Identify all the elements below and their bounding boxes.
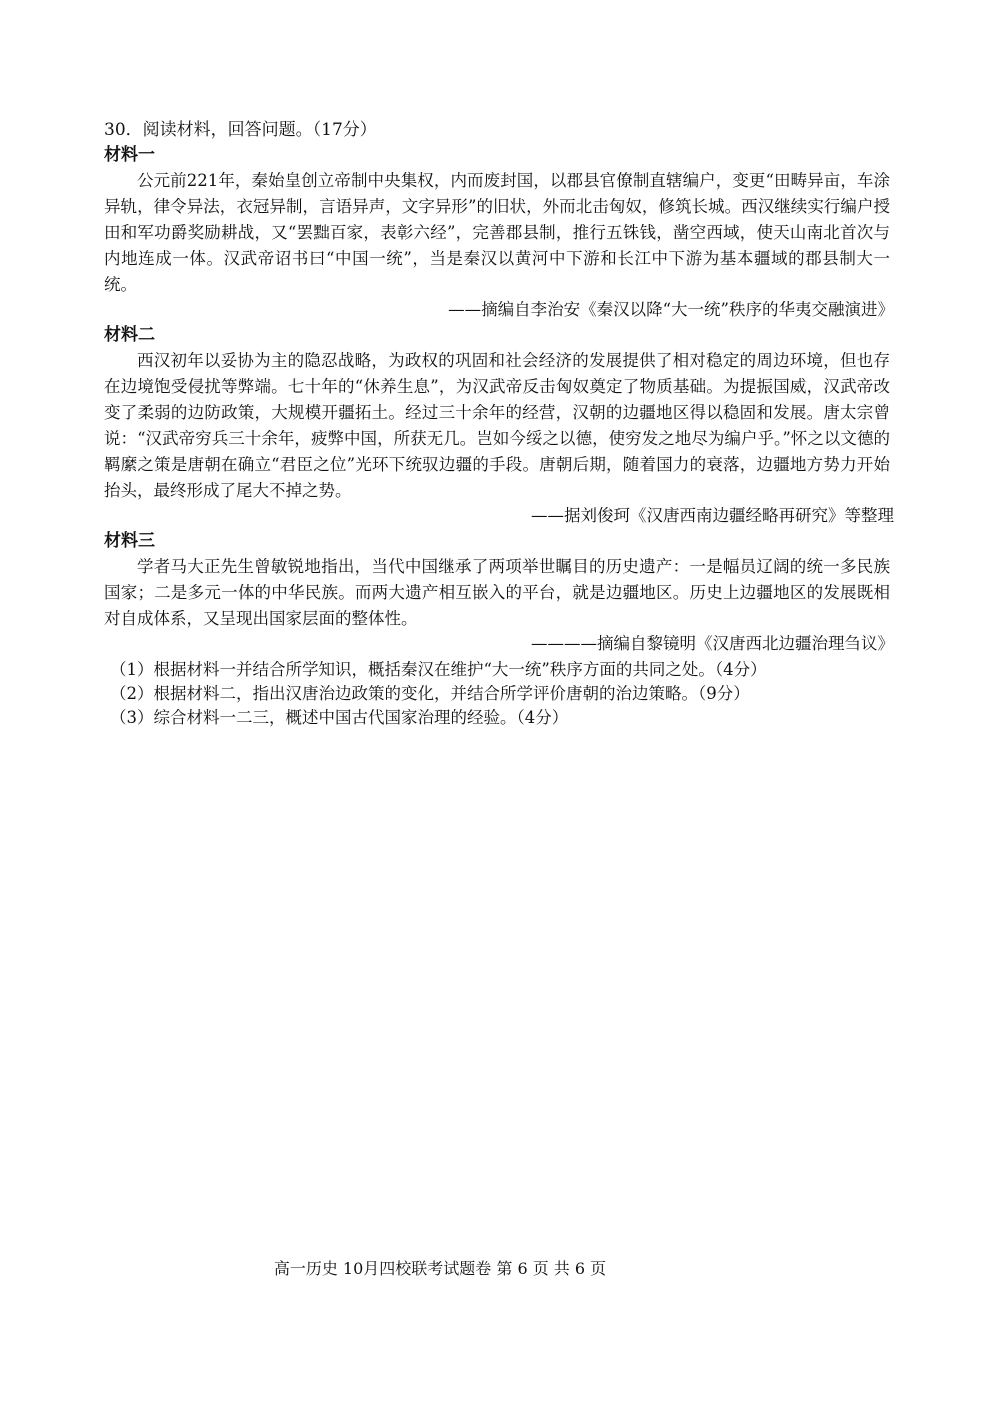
material-one xyxy=(104,144,894,322)
sub-question-list xyxy=(110,658,890,730)
material-text: 西汉初年以妥协为主的隐忍战略，为政权的巩固和社会经济的发展提供了相对稳定的周边环境，但也存在边境饱受侵扰等弊端。七十年的“休养生息”，为汉武帝反击匈奴奠定了物质基础。为提振国威，汉武帝改变了柔弱的边防政策，大规模开疆拓土。经过三十余年的经营，汉朝的边疆地区得以稳固和发展。唐太宗曾说：“汉武帝穷兵三十余年，疲弊中国，所获无几。岂如今绥之以德，使穷发之地尽为编户乎。”怀之以文德的羁縻之策是唐朝在确立“君臣之位”光环下统驭边疆的手段。唐朝后期，随着国力的衰落，边疆地方势力开始抬头，最终形成了尾大不掉之势。 xyxy=(104,351,890,500)
material-source: ——据刘俊珂《汉唐西南边疆经略再研究》等整理 xyxy=(531,506,894,525)
material-label: 材料三 xyxy=(104,531,155,551)
material-label: 材料一 xyxy=(104,145,155,165)
material-label: 材料二 xyxy=(104,325,155,345)
material-text: 学者马大正先生曾敏锐地指出，当代中国继承了两项举世瞩目的历史遗产：一是幅员辽阔的统一多民族国家；二是多元一体的中华民族。而两大遗产相互嵌入的平台，就是边疆地区。历史上边疆地区的发展既相对自成体系，又呈现出国家层面的整体性。 xyxy=(104,557,890,628)
material-source: ————摘编自黎镜明《汉唐西北边疆治理刍议》 xyxy=(531,634,894,653)
material-source: ——摘编自李治安《秦汉以降“大一统”秩序的华夷交融演进》 xyxy=(448,300,894,319)
question-title: 30．阅读材料，回答问题。（17分） xyxy=(104,120,377,140)
sub-question-3: （3）综合材料一二三，概述中国古代国家治理的经验。（4分） xyxy=(110,708,569,727)
material-three xyxy=(104,530,894,656)
page-footer: 高一历史 10月四校联考试题卷 第 6 页 共 6 页 xyxy=(273,1259,607,1278)
question-block xyxy=(104,118,894,730)
sub-question-1: （1）根据材料一并结合所学知识，概括秦汉在维护“大一统”秩序方面的共同之处。（4分） xyxy=(110,660,767,679)
sub-question-2: （2）根据材料二，指出汉唐治边政策的变化，并结合所学评价唐朝的治边策略。（9分） xyxy=(110,684,750,703)
material-text: 公元前221年，秦始皇创立帝制中央集权，内而废封国，以郡县官僚制直辖编户，变更“田畴异亩，车涂异轨，律令异法，衣冠异制，言语异声，文字异形”的旧状，外而北击匈奴，修筑长城。西汉继续实行编户授田和军功爵奖励耕战，又“罢黜百家，表彰六经”，完善郡县制，推行五铢钱，凿空西域，使天山南北首次与内地连成一体。汉武帝诏书曰“中国一统”，当是秦汉以黄河中下游和长江中下游为基本疆域的郡县制大一统。 xyxy=(104,171,890,294)
material-two xyxy=(104,324,894,528)
